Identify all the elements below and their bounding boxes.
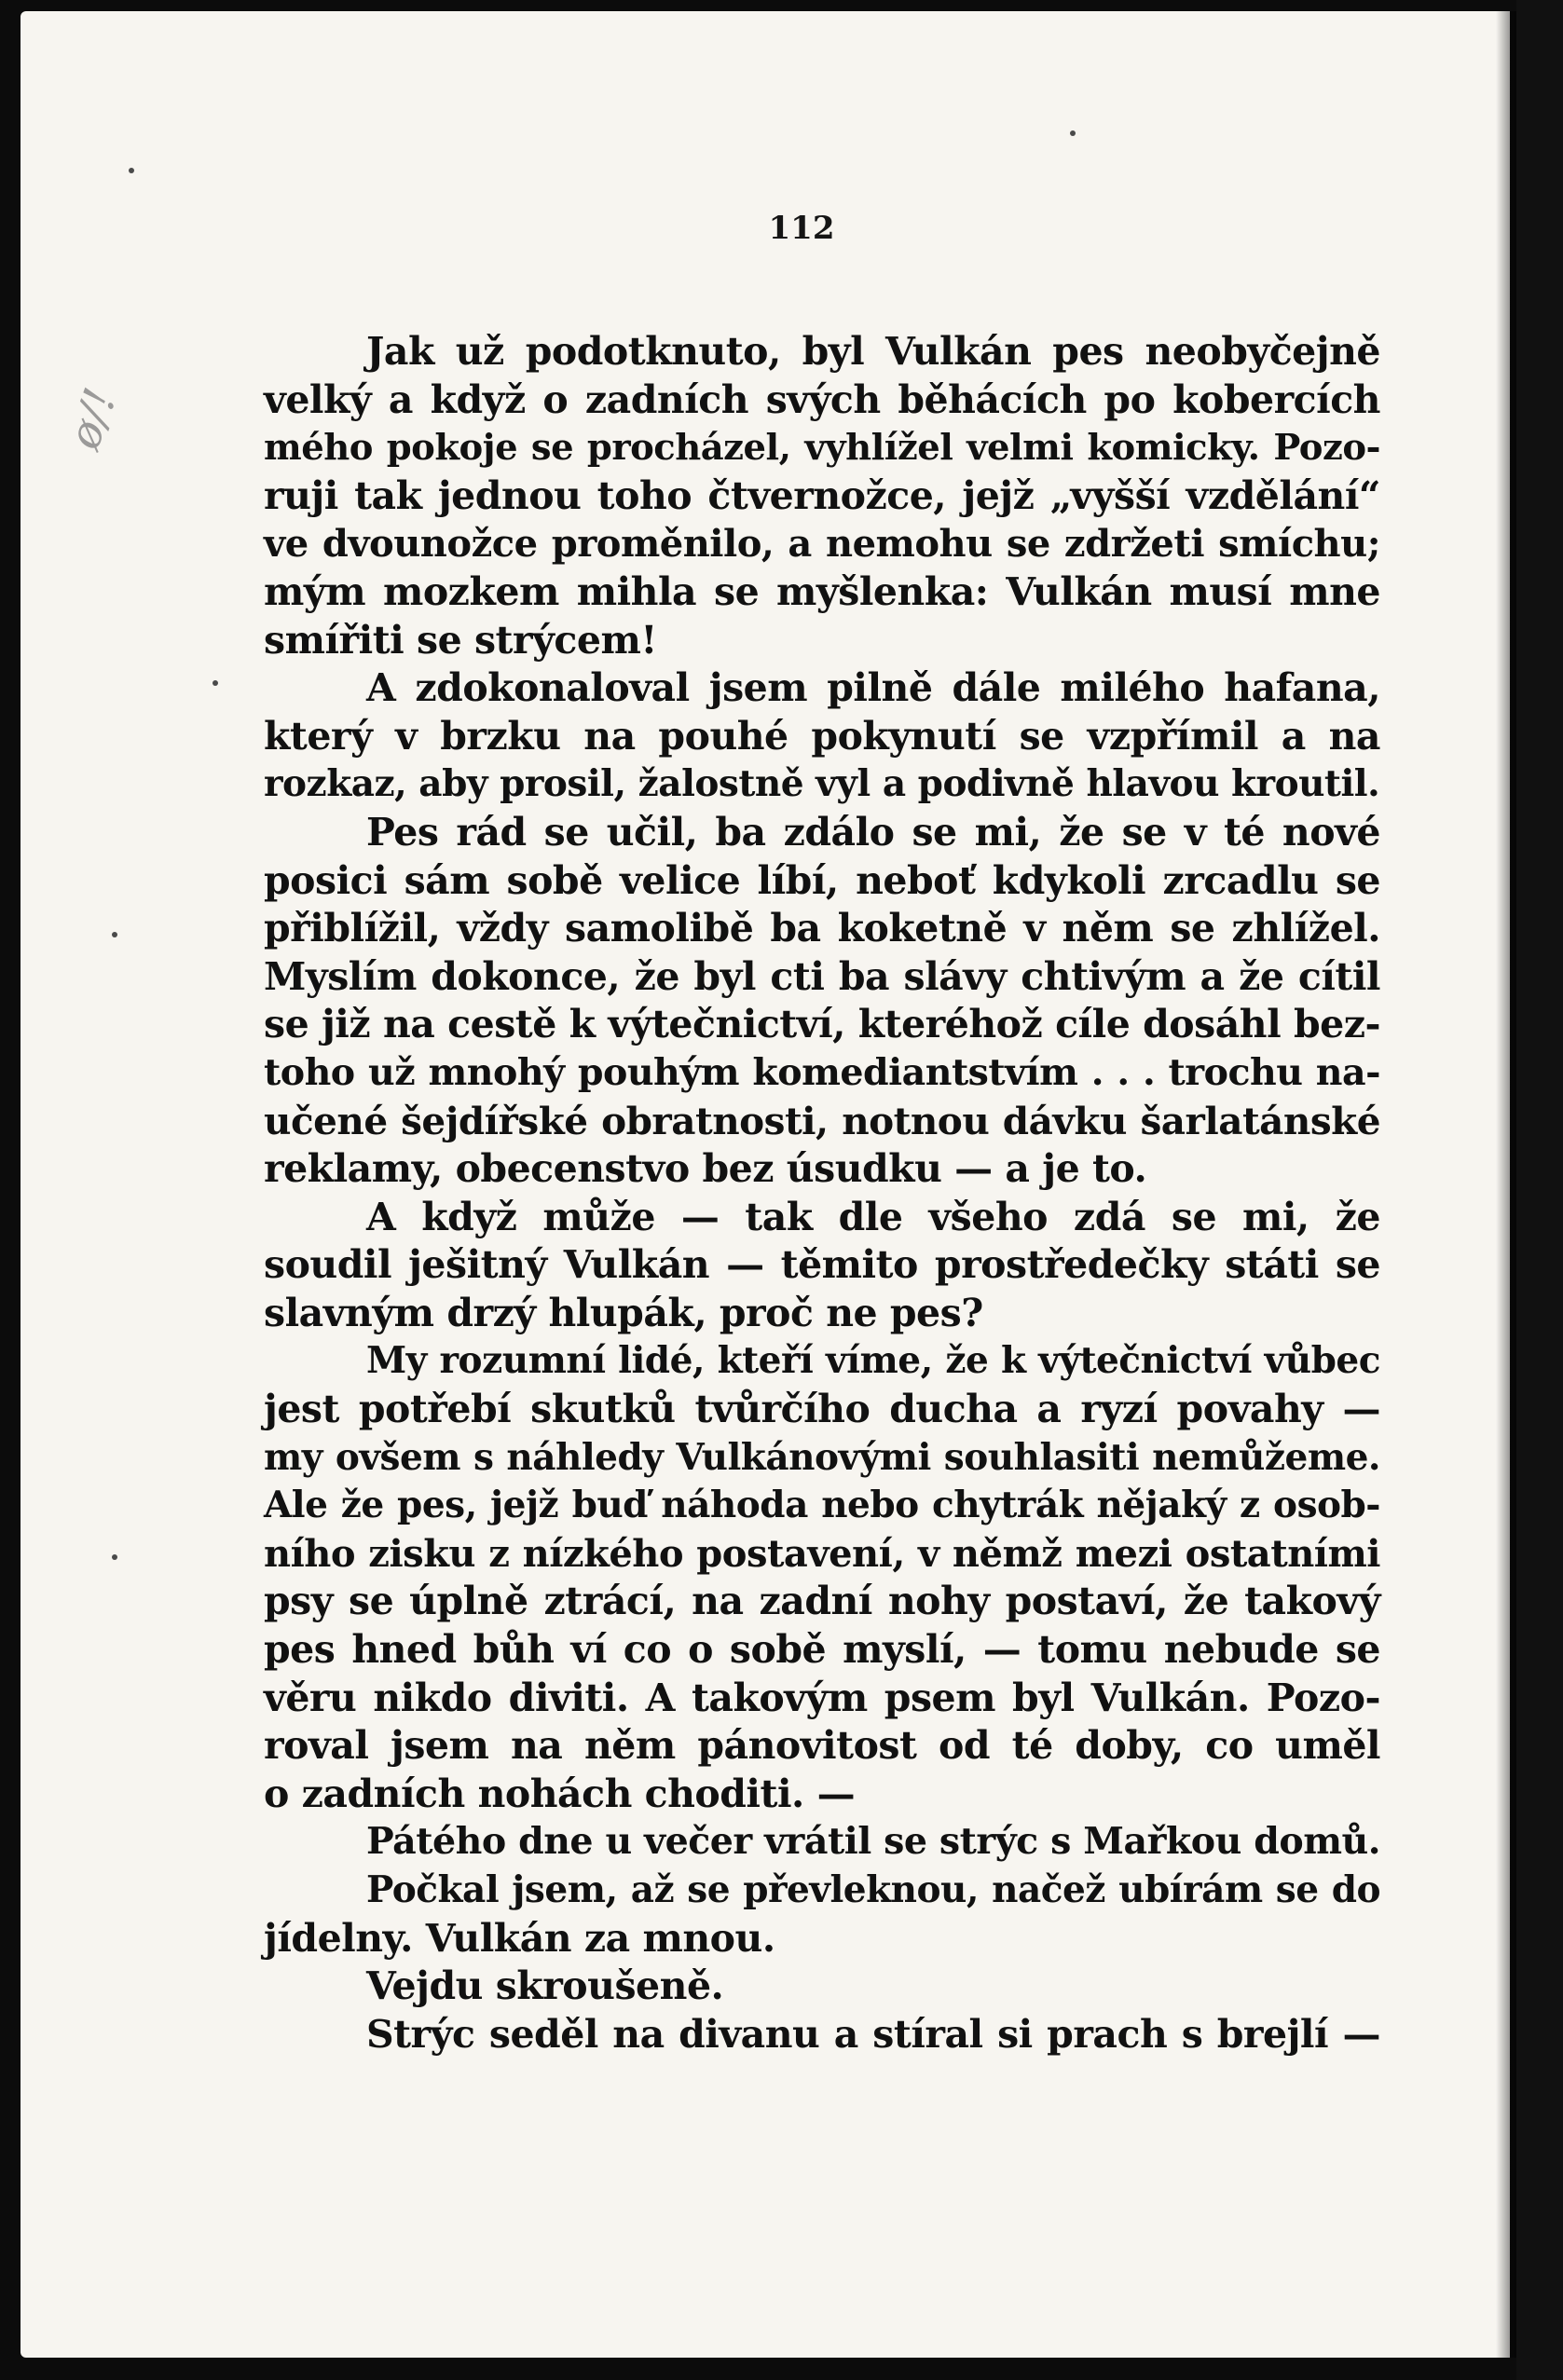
text-line: Vejdu skroušeně. bbox=[366, 1963, 724, 2009]
binding-shadow bbox=[1496, 11, 1516, 2358]
text-line: A zdokonaloval jsem pilně dále milého hafana, bbox=[366, 665, 1380, 711]
text-line: soudil ješitný Vulkán — těmito prostředečky státi se bbox=[264, 1242, 1380, 1288]
text-line: Myslím dokonce, že byl cti ba slávy chtivým a že cítil bbox=[264, 953, 1380, 999]
text-line: Počkal jsem, až se převleknou, načež ubírám se do bbox=[366, 1868, 1380, 1911]
text-line: učené šejdířské obratnosti, notnou dávku šarlatánské bbox=[264, 1098, 1380, 1143]
text-line: slavným drzý hlupák, proč ne pes? bbox=[264, 1290, 983, 1335]
scan-speck bbox=[129, 168, 134, 173]
text-line: A když může — tak dle všeho zdá se mi, že bbox=[366, 1194, 1380, 1239]
text-line: který v brzku na pouhé pokynutí se vzpřímil a na bbox=[264, 713, 1380, 759]
text-line: mým mozkem mihla se myšlenka: Vulkán musí mne bbox=[264, 568, 1380, 614]
text-line: Jak už podotknuto, byl Vulkán pes neobyčejně bbox=[366, 329, 1380, 374]
scan-speck bbox=[1070, 130, 1076, 136]
text-line: My rozumní lidé, kteří víme, že k výtečnictví vůbec bbox=[366, 1339, 1380, 1383]
text-line: toho už mnohý pouhým komediantstvím . . . trochu na- bbox=[264, 1050, 1380, 1094]
book-binding-edge bbox=[1516, 0, 1563, 2380]
text-line: psy se úplně ztrácí, na zadní nohy postaví, že takový bbox=[264, 1579, 1380, 1624]
text-line: rozkaz, aby prosil, žalostně vyl a podivně hlavou kroutil. bbox=[264, 762, 1380, 806]
text-line: jest potřebí skutků tvůrčího ducha a ryzí povahy — bbox=[264, 1387, 1380, 1432]
text-line: mého pokoje se procházel, vyhlížel velmi komicky. Pozo- bbox=[264, 427, 1380, 470]
text-line: pes hned bůh ví co o sobě myslí, — tomu nebude se bbox=[264, 1627, 1380, 1673]
text-line: Pátého dne u večer vrátil se strýc s Mařkou domů. bbox=[366, 1820, 1380, 1864]
pencil-annotation: ø/! bbox=[58, 381, 128, 457]
text-line: smířiti se strýcem! bbox=[264, 617, 657, 663]
text-line: přiblížil, vždy samolibě ba koketně v něm se zhlížel. bbox=[264, 906, 1380, 951]
text-line: velký a když o zadních svých běhácích po kobercích bbox=[264, 376, 1380, 422]
text-line: o zadních nohách choditi. — bbox=[264, 1771, 856, 1816]
text-line: Strýc seděl na divanu a stíral si prach s brejlí — bbox=[366, 2011, 1380, 2057]
text-line: roval jsem na něm pánovitost od té doby, co uměl bbox=[264, 1723, 1380, 1769]
text-line: věru nikdo diviti. A takovým psem byl Vulkán. Pozo- bbox=[264, 1675, 1380, 1720]
text-line: ruji tak jednou toho čtvernožce, jejž „vyšší vzdělání“ bbox=[264, 472, 1380, 518]
text-line: jídelny. Vulkán za mnou. bbox=[264, 1915, 775, 1961]
scan-speck bbox=[112, 1554, 117, 1560]
text-line: Pes rád se učil, ba zdálo se mi, že se v té nové bbox=[366, 809, 1380, 855]
text-line: posici sám sobě velice líbí, neboť kdykoli zrcadlu se bbox=[264, 857, 1380, 903]
text-line: se již na cestě k výtečnictví, kteréhož cíle dosáhl bez- bbox=[264, 1002, 1380, 1047]
page-number: 112 bbox=[768, 210, 835, 247]
text-line: ního zisku z nízkého postavení, v němž mezi ostatními bbox=[264, 1531, 1380, 1576]
text-line: ve dvounožce proměnilo, a nemohu se zdržeti smíchu; bbox=[264, 522, 1380, 567]
scan-speck bbox=[112, 932, 117, 937]
text-line: reklamy, obecenstvo bez úsudku — a je to. bbox=[264, 1146, 1147, 1192]
scan-speck bbox=[213, 680, 218, 686]
text-line: Ale že pes, jejž buď náhoda nebo chytrák nějaký z osob- bbox=[264, 1484, 1380, 1527]
body-text bbox=[264, 328, 1380, 2059]
text-line: my ovšem s náhledy Vulkánovými souhlasiti nemůžeme. bbox=[264, 1435, 1380, 1479]
